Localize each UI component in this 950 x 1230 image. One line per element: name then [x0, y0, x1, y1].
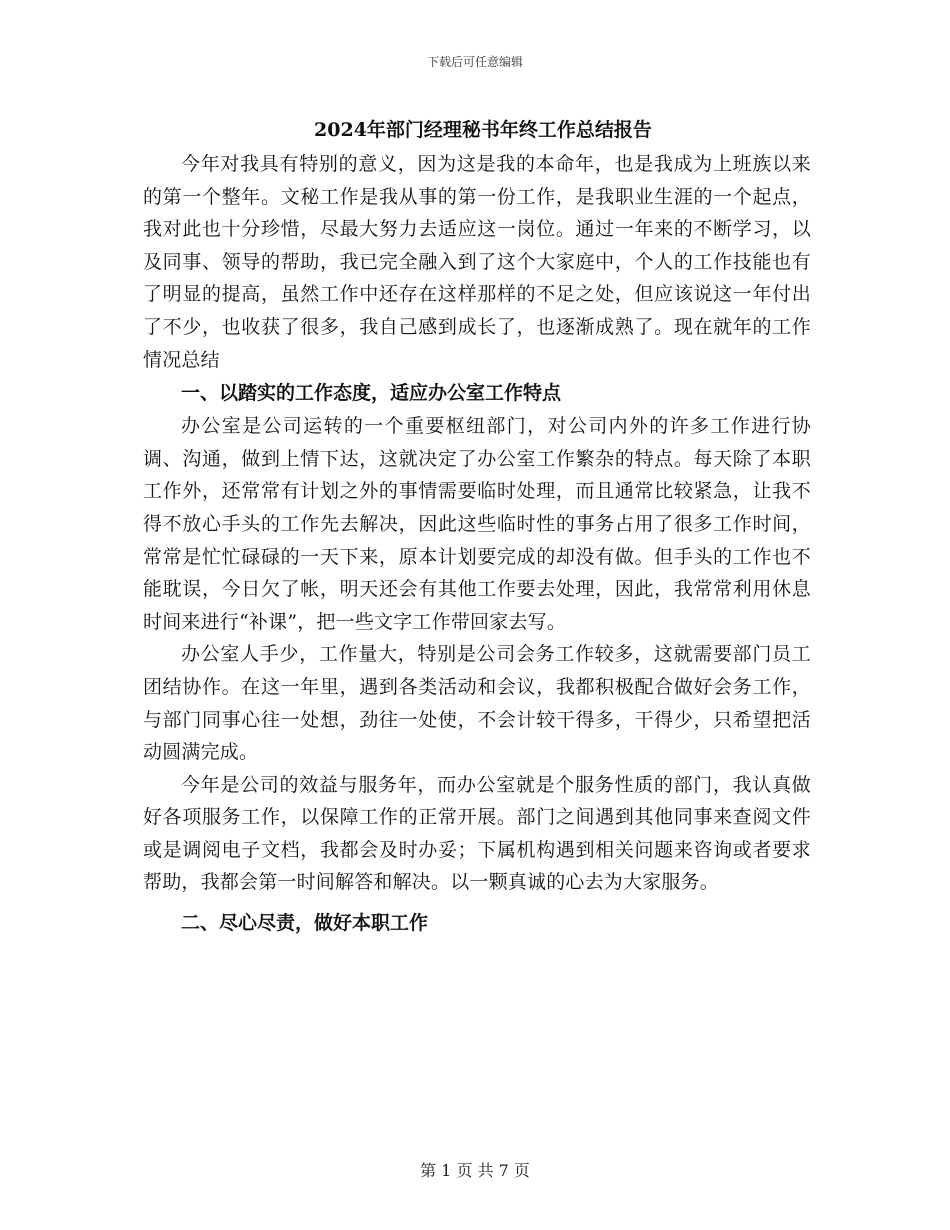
intro-paragraph: 今年对我具有特别的意义，因为这是我的本命年，也是我成为上班族以来的第一个整年。文秘工作是我从事的第一份工作，是我职业生涯的一个起点，我对此也十分珍惜，尽最大努力去适应这一岗位。通过一年来的不断学习，以及同事、领导的帮助，我已完全融入到了这个大家庭中，个人的工作技能也有了明显的提高，虽然工作中还存在这样那样的不足之处，但应该说这一年付出了不少，也收获了很多，我自己感到成长了，也逐渐成熟了。现在就年的工作情况总结	[143, 153, 811, 371]
section-2-heading: 二、尽心尽责，做好本职工作	[181, 912, 429, 935]
page-number: 第 1 页 共 7 页	[420, 1161, 530, 1180]
section-1-paragraph-2: 办公室人手少，工作量大，特别是公司会务工作较多，这就需要部门员工团结协作。在这一年里，遇到各类活动和会议，我都积极配合做好会务工作，与部门同事心往一处想，劲往一处使，不会计较干得多，干得少，只希望把活动圆满完成。	[143, 643, 811, 764]
page-header-note: 下载后可任意编辑	[426, 55, 523, 69]
section-1-paragraph-3: 今年是公司的效益与服务年，而办公室就是个服务性质的部门，我认真做好各项服务工作，以保障工作的正常开展。部门之间遇到其他同事来查阅文件或是调阅电子文档，我都会及时办妥；下属机构遇到相关问题来咨询或者要求帮助，我都会第一时间解答和解决。以一颗真诚的心去为大家服务。	[143, 773, 811, 894]
section-1-heading: 一、以踏实的工作态度，适应办公室工作特点	[181, 382, 562, 405]
document-title: 2024年部门经理秘书年终工作总结报告	[314, 119, 652, 141]
section-1-paragraph-1: 办公室是公司运转的一个重要枢纽部门，对公司内外的许多工作进行协调、沟通，做到上情下达，这就决定了办公室工作繁杂的特点。每天除了本职工作外，还常常有计划之外的事情需要临时处理，而且通常比较紧急，让我不得不放心手头的工作先去解决，因此这些临时性的事务占用了很多工作时间，常常是忙忙碌碌的一天下来，原本计划要完成的却没有做。但手头的工作也不能耽误，今日欠了帐，明天还会有其他工作要去处理，因此，我常常利用休息时间来进行“补课”，把一些文字工作带回家去写。	[143, 415, 811, 633]
document-body	[143, 112, 811, 943]
